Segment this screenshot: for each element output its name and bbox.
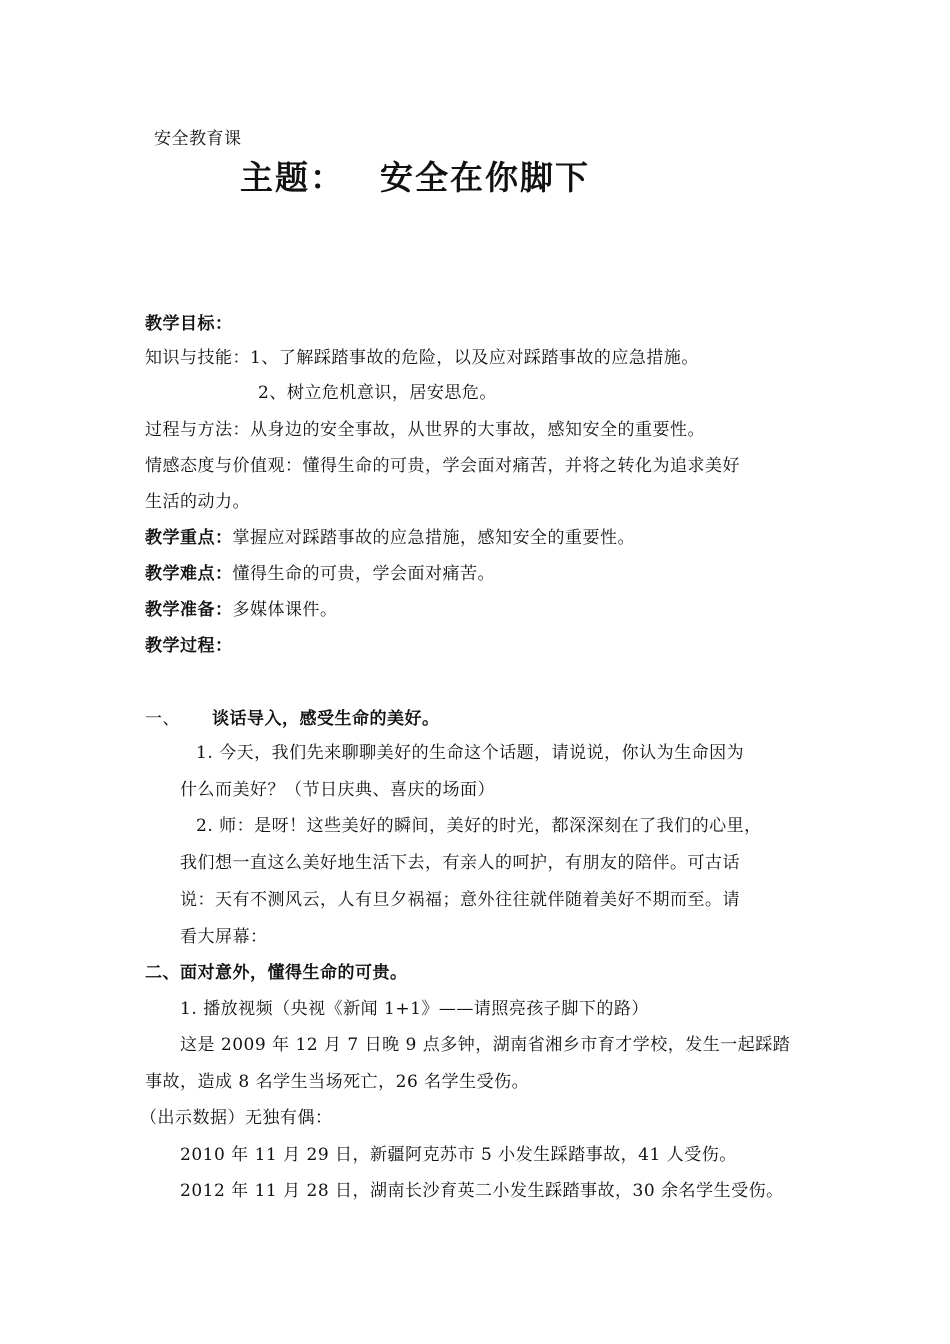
key-points-label: 教学重点： (145, 528, 233, 548)
section2-case-1: 2010 年 11 月 29 日，新疆阿克苏市 5 小发生踩踏事故，41 人受伤。 (180, 1145, 737, 1165)
preparation-text: 多媒体课件。 (232, 600, 338, 620)
section2-event-line1: 这是 2009 年 12 月 7 日晚 9 点多钟，湖南省湘乡市育才学校，发生一起踩踏 (180, 1035, 791, 1055)
section1-p2-line2: 我们想一直这么美好地生活下去，有亲人的呵护，有朋友的陪伴。可古话 (180, 853, 740, 873)
section2-event-line2: 事故，造成 8 名学生当场死亡，26 名学生受伤。 (145, 1072, 530, 1092)
preparation-label: 教学准备： (145, 600, 233, 620)
objective-knowledge: 知识与技能：1、了解踩踏事故的危险，以及应对踩踏事故的应急措施。 (145, 348, 699, 368)
title-text: 安全在你脚下 (380, 158, 590, 197)
section2-title: 二、面对意外，懂得生命的可贵。 (145, 963, 408, 983)
objectives-heading: 教学目标： (145, 314, 233, 334)
preparation (145, 599, 338, 621)
difficulties (145, 563, 495, 585)
course-label: 安全教育课 (154, 129, 242, 149)
section2-video: 1. 播放视频（央视《新闻 1+1》——请照亮孩子脚下的路） (180, 999, 649, 1019)
section1-title: 谈话导入，感受生命的美好。 (212, 709, 440, 729)
section1-p1-line2: 什么而美好？（节日庆典、喜庆的场面） (180, 780, 495, 800)
objective-emotion-line1: 情感态度与价值观：懂得生命的可贵，学会面对痛苦，并将之转化为追求美好 (145, 456, 740, 476)
process-heading: 教学过程： (145, 636, 233, 656)
objective-emotion-line2: 生活的动力。 (145, 492, 250, 512)
section1-p2-line4: 看大屏幕： (180, 927, 268, 947)
section1-p2-line1: 2. 师：是呀！这些美好的瞬间，美好的时光，都深深刻在了我们的心里， (196, 816, 762, 836)
section2-case-2: 2012 年 11 月 28 日，湖南长沙育英二小发生踩踏事故，30 余名学生受伤。 (180, 1181, 784, 1201)
section1-p1-line1: 1. 今天，我们先来聊聊美好的生命这个话题，请说说，你认为生命因为 (196, 743, 745, 763)
section2-data-intro: （出示数据）无独有偶： (140, 1108, 333, 1128)
objective-knowledge-2: 2、树立危机意识，居安思危。 (258, 383, 497, 403)
key-points (145, 527, 635, 549)
difficulties-label: 教学难点： (145, 564, 233, 584)
title-label: 主题： (240, 158, 345, 197)
section1-number: 一、 (145, 709, 180, 729)
difficulties-text: 懂得生命的可贵，学会面对痛苦。 (232, 564, 495, 584)
section1-p2-line3: 说：天有不测风云，人有旦夕祸福；意外往往就伴随着美好不期而至。请 (180, 890, 740, 910)
key-points-text: 掌握应对踩踏事故的应急措施，感知安全的重要性。 (232, 528, 635, 548)
objective-process: 过程与方法：从身边的安全事故，从世界的大事故，感知安全的重要性。 (145, 420, 705, 440)
